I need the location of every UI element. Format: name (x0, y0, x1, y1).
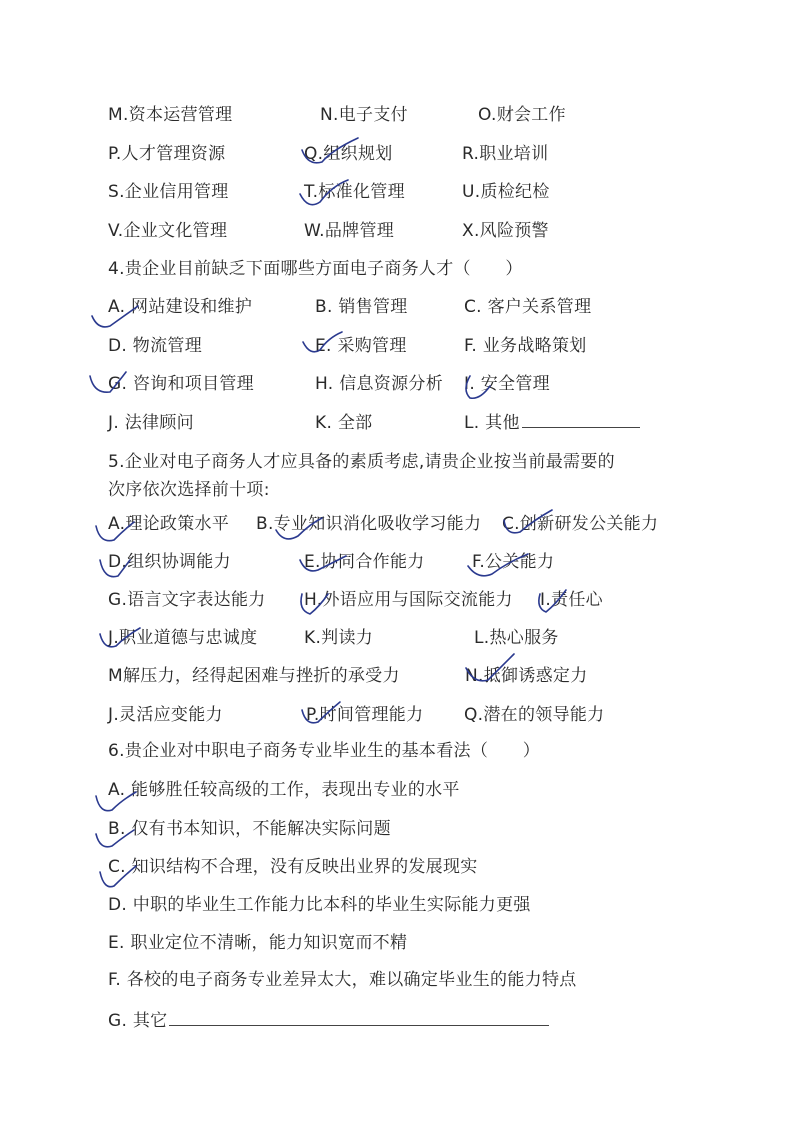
q6-option-d[interactable]: D. 中职的毕业生工作能力比本科的毕业生实际能力更强 (108, 895, 531, 915)
option-w: W.品牌管理 (304, 221, 395, 241)
q5-option-e[interactable]: E.协同合作能力 (304, 552, 425, 572)
q5-option-d[interactable]: D.组织协调能力 (108, 552, 231, 572)
q6-question: 6.贵企业对中职电子商务专业毕业生的基本看法（ ） (108, 741, 541, 761)
q4-option-c[interactable]: C. 客户关系管理 (464, 297, 592, 317)
q4-option-j[interactable]: J. 法律顾问 (108, 413, 194, 433)
q4-row-2 (0, 335, 793, 365)
q5-option-q[interactable]: Q.潜在的领导能力 (464, 705, 605, 725)
option-u: U.质检纪检 (462, 182, 550, 202)
q4-option-a[interactable]: A. 网站建设和维护 (108, 297, 253, 317)
q5-option-c[interactable]: C.创新研发公关能力 (502, 514, 659, 534)
option-x: X.风险预警 (462, 221, 549, 241)
prev-row-2 (0, 143, 793, 173)
q4-option-f[interactable]: F. 业务战略策划 (464, 336, 587, 356)
q6-other-blank[interactable] (169, 1025, 549, 1026)
prev-row-1 (0, 104, 793, 134)
q5-option-a[interactable]: A.理论政策水平 (108, 514, 230, 534)
q5-option-h[interactable]: H.外语应用与国际交流能力 (304, 590, 513, 610)
q6-option-f[interactable]: F. 各校的电子商务专业差异太大，难以确定毕业生的能力特点 (108, 970, 577, 990)
option-q: Q.组织规划 (304, 144, 393, 164)
q4-option-g[interactable]: G. 咨询和项目管理 (108, 374, 254, 394)
q4-other-blank[interactable] (522, 427, 640, 428)
q5-row-3 (0, 589, 793, 619)
q6-option-g[interactable]: G. 其它 (108, 1011, 168, 1031)
q6-option-e[interactable]: E. 职业定位不清晰，能力知识宽而不精 (108, 933, 408, 953)
option-v: V.企业文化管理 (108, 221, 228, 241)
option-o: O.财会工作 (478, 105, 566, 125)
q5-option-k[interactable]: K.判读力 (304, 628, 374, 648)
option-t: T.标准化管理 (304, 182, 405, 202)
q5-question-line2: 次序依次选择前十项: (108, 480, 270, 500)
q4-option-k[interactable]: K. 全部 (315, 413, 373, 433)
q6-option-b[interactable]: B. 仅有书本知识，不能解决实际问题 (108, 819, 391, 839)
q4-option-h[interactable]: H. 信息资源分析 (315, 374, 443, 394)
q5-row-2 (0, 551, 793, 581)
option-n: N.电子支付 (320, 105, 408, 125)
q5-row-1 (0, 513, 793, 543)
q6-option-c[interactable]: C. 知识结构不合理，没有反映出业界的发展现实 (108, 857, 478, 877)
q5-option-o[interactable]: J.灵活应变能力 (108, 705, 223, 725)
q6-option-a[interactable]: A. 能够胜任较高级的工作，表现出专业的水平 (108, 780, 460, 800)
q5-option-j[interactable]: J.职业道德与忠诚度 (108, 628, 258, 648)
q4-question: 4.贵企业目前缺乏下面哪些方面电子商务人才（ ） (108, 259, 523, 279)
q5-option-b[interactable]: B.专业知识消化吸收学习能力 (256, 514, 482, 534)
q4-row-3 (0, 373, 793, 403)
option-p: P.人才管理资源 (108, 144, 226, 164)
q5-option-f[interactable]: F.公关能力 (472, 552, 555, 572)
q5-option-p[interactable]: P.时间管理能力 (306, 705, 424, 725)
q4-row-4 (0, 412, 793, 442)
q5-row-5 (0, 665, 793, 695)
q5-option-g[interactable]: G.语言文字表达能力 (108, 590, 266, 610)
q4-option-e[interactable]: E. 采购管理 (315, 336, 407, 356)
prev-row-3 (0, 181, 793, 211)
q5-option-i[interactable]: I.责任心 (540, 590, 603, 610)
q5-option-m[interactable]: M解压力，经得起困难与挫折的承受力 (108, 666, 400, 686)
q4-row-1 (0, 296, 793, 326)
prev-row-4 (0, 220, 793, 250)
q5-row-6 (0, 704, 793, 734)
q4-option-d[interactable]: D. 物流管理 (108, 336, 202, 356)
q5-question-line1: 5.企业对电子商务人才应具备的素质考虑,请贵企业按当前最需要的 (108, 452, 615, 472)
option-r: R.职业培训 (462, 144, 549, 164)
q5-option-n[interactable]: N.抵御诱惑定力 (465, 666, 588, 686)
option-s: S.企业信用管理 (108, 182, 229, 202)
q4-option-i[interactable]: I. 安全管理 (464, 374, 550, 394)
q4-option-b[interactable]: B. 销售管理 (315, 297, 408, 317)
q5-row-4 (0, 627, 793, 657)
option-m: M.资本运营管理 (108, 105, 233, 125)
q5-option-l[interactable]: L.热心服务 (474, 628, 559, 648)
q4-option-l[interactable]: L. 其他 (464, 413, 520, 433)
